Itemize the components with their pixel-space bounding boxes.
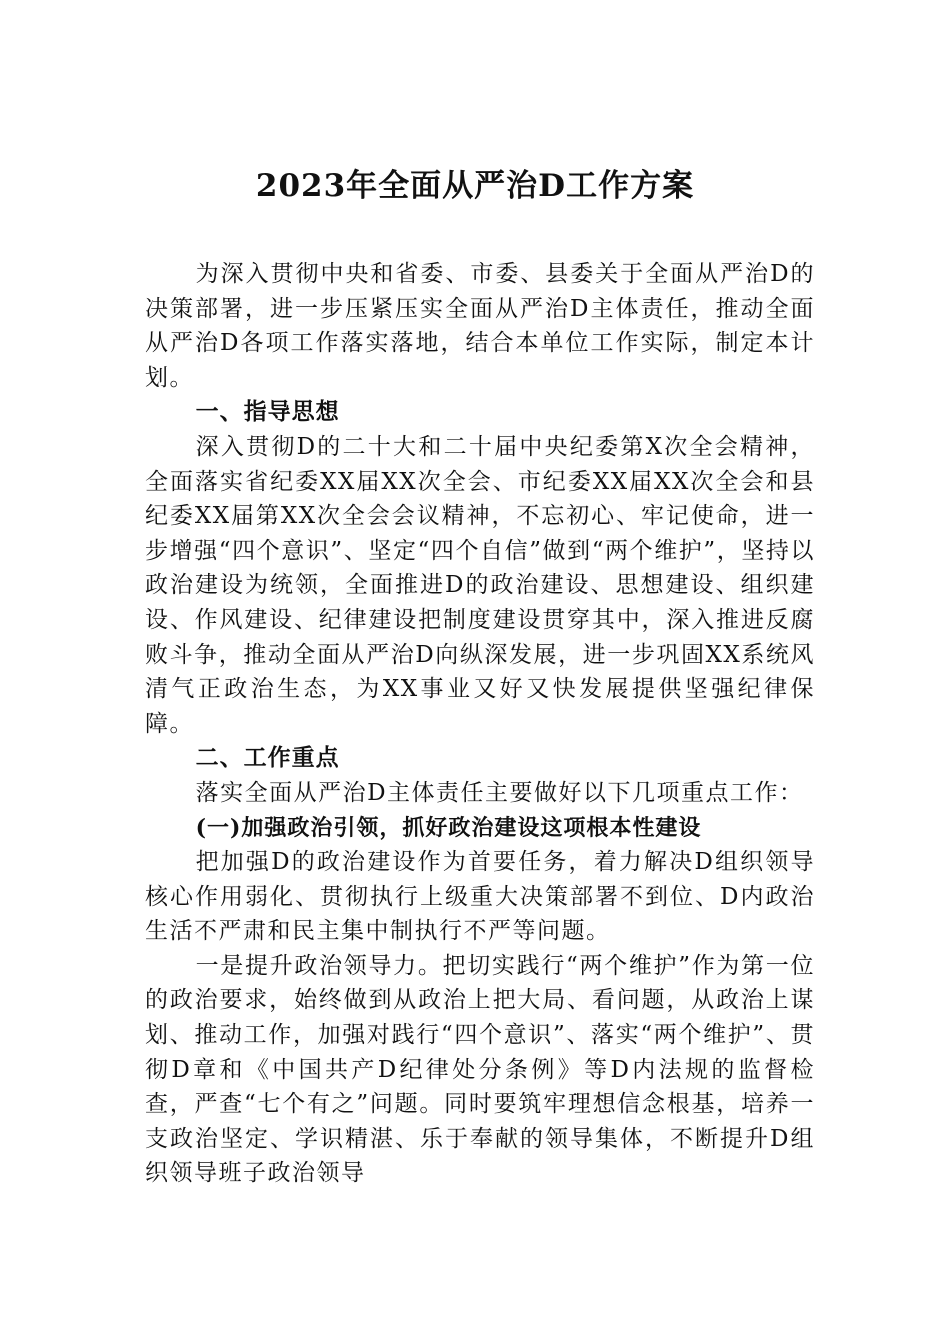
guiding-ideology-paragraph: 深入贯彻D的二十大和二十届中央纪委第X次全会精神，全面落实省纪委XX届XX次全会、市纪委XX届XX次全会和县纪委XX届第XX次全会会议精神，不忘初心、牢记使命，进一步增强“四个意识”、坚定“四个自信”做到“两个维护”，坚持以政治建设为统领，全面推进D的政治建设、思想建设、组织建设、作风建设、纪律建设把制度建设贯穿其中，深入推进反腐败斗争，推动全面从严治D向纵深发展，进一步巩固XX系统风清气正政治生态，为XX事业又好又快发展提供坚强纪律保障。 — [145, 433, 815, 737]
intro-paragraph: 为深入贯彻中央和省委、市委、县委关于全面从严治D的决策部署，进一步压紧压实全面从严治D主体责任，推动全面从严治D各项工作落实落地，结合本单位工作实际，制定本计划。 — [145, 261, 815, 391]
work-focus-paragraph: 落实全面从严治D主体责任主要做好以下几项重点工作： — [195, 779, 804, 806]
section-heading-guiding-ideology: 一、指导思想 — [195, 399, 340, 426]
section-heading-work-focus: 二、工作重点 — [195, 745, 340, 772]
subsection-heading-political-guidance: (一)加强政治引领，抓好政治建设这项根本性建设 — [195, 814, 702, 841]
political-leadership-paragraph: 一是提升政治领导力。把切实践行“两个维护”作为第一位的政治要求，始终做到从政治上把大局、看问题，从政治上谋划、推动工作，加强对践行“四个意识”、落实“两个维护”、贯彻D章和《中国共产D纪律处分条例》等D内法规的监督检查，严查“七个有之”问题。同时要筑牢理想信念根基，培养一支政治坚定、学识精湛、乐于奉献的领导集体，不断提升D组织领导班子政治领导 — [145, 952, 815, 1187]
document-title: 2023年全面从严治D工作方案 — [255, 168, 695, 204]
political-guidance-paragraph: 把加强D的政治建设作为首要任务，着力解决D组织领导核心作用弱化、贯彻执行上级重大决策部署不到位、D内政治生活不严肃和民主集中制执行不严等问题。 — [145, 849, 815, 945]
document-body — [145, 257, 815, 1191]
